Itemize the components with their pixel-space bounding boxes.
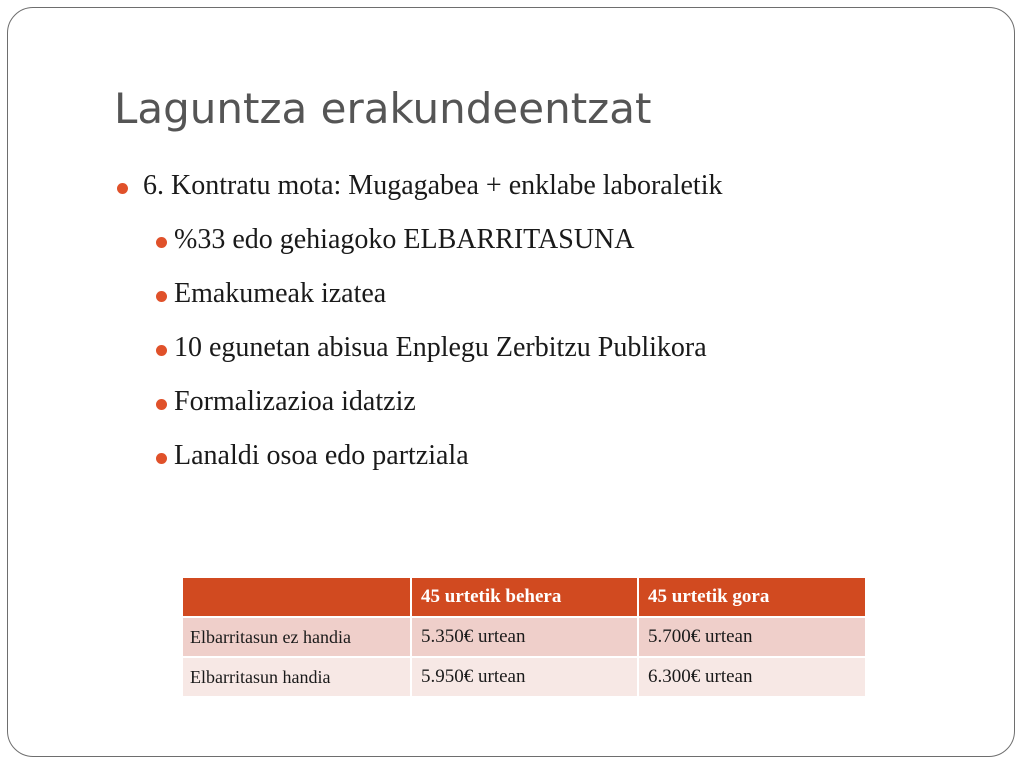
sub-bullet: Formalizazioa idatziz [174,386,416,417]
bullet-dot-icon [156,399,167,410]
table-cell: 5.700€ urtean [639,618,865,656]
table-cell: Elbarritasun ez handia [183,618,410,656]
sub-bullet: Lanaldi osoa edo partziala [174,440,469,471]
sub-bullet: %33 edo gehiagoko ELBARRITASUNA [174,224,635,255]
main-bullet: 6. Kontratu mota: Mugagabea + enklabe laboraletik [143,170,723,201]
table-header-cell: 45 urtetik gora [639,578,865,616]
sub-bullet: Emakumeak izatea [174,278,387,309]
sub-bullet: 10 egunetan abisua Enplegu Zerbitzu Publikora [174,332,707,363]
bullet-dot-icon [156,453,167,464]
bullet-dot-icon [156,237,167,248]
bullet-dot-icon [117,183,128,194]
table-header-cell [183,578,410,616]
table-cell: 5.350€ urtean [412,618,637,656]
table-row [183,658,865,696]
table-cell: 5.950€ urtean [412,658,637,696]
table-cell: 6.300€ urtean [639,658,865,696]
subsidy-table [181,576,867,698]
slide-title: Laguntza erakundeentzat [114,84,652,133]
table-cell: Elbarritasun handia [183,658,410,696]
table-row [183,618,865,656]
bullet-dot-icon [156,291,167,302]
bullet-dot-icon [156,345,167,356]
table-header-cell: 45 urtetik behera [412,578,637,616]
table-header-row [183,578,865,616]
